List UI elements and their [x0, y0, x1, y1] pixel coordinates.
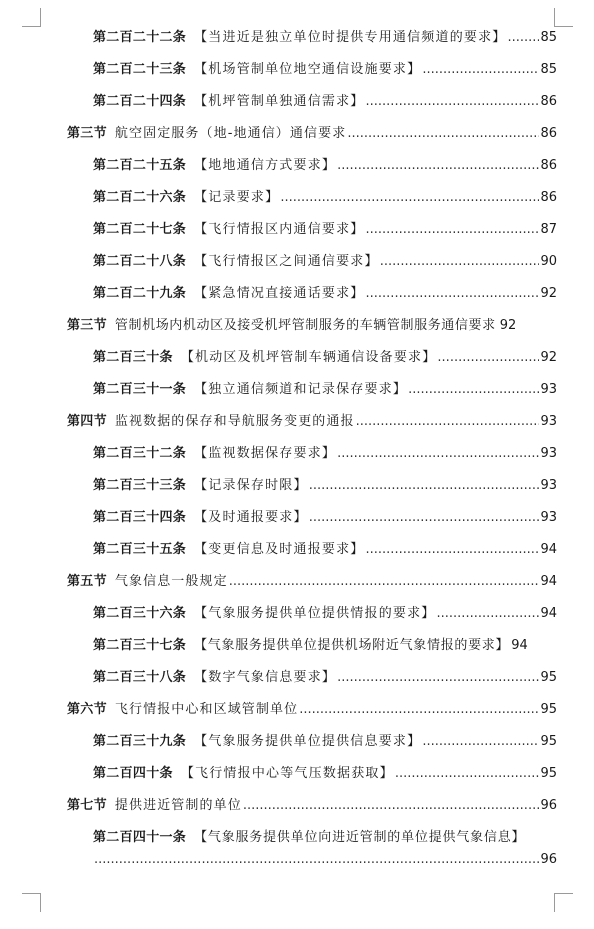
toc-entry-title: 【飞行情报中心等气压数据获取】 — [180, 766, 394, 781]
crop-mark-bottom-left — [22, 893, 41, 912]
dot-leader — [437, 604, 540, 624]
toc-entry-page: 92 — [540, 286, 557, 301]
toc-entry[interactable] — [93, 220, 557, 240]
toc-section-page: 95 — [540, 702, 557, 717]
toc-section-number: 第三节 — [67, 126, 107, 141]
toc-entry-page: 90 — [540, 254, 557, 269]
toc-entry[interactable] — [93, 476, 557, 496]
toc-entry-title: 【气象服务提供单位向进近管制的单位提供气象信息】 — [194, 830, 526, 845]
toc-section-number: 第五节 — [67, 574, 107, 589]
toc-entry[interactable] — [93, 444, 557, 464]
toc-entry-page: 92 — [540, 350, 557, 365]
toc-entry-page: 85 — [540, 30, 557, 45]
toc-entry-page: 86 — [540, 158, 557, 173]
toc-entry-page: 93 — [540, 446, 557, 461]
dot-leader — [337, 156, 539, 176]
dot-leader — [243, 796, 540, 816]
dot-leader — [437, 348, 539, 368]
toc-entry-number: 第二百二十二条 — [93, 30, 187, 45]
toc-section-page: 96 — [540, 798, 557, 813]
toc-section[interactable] — [67, 572, 557, 592]
toc-entry-title: 【气象服务提供单位提供机场附近气象情报的要求】 — [194, 638, 510, 653]
toc-entry-number: 第二百四十一条 — [93, 830, 187, 845]
toc-entry[interactable] — [93, 540, 557, 560]
dot-leader — [356, 412, 540, 432]
toc-entry-title: 【变更信息及时通报要求】 — [194, 542, 365, 557]
dot-leader — [380, 252, 540, 272]
toc-entry[interactable] — [93, 284, 557, 304]
toc-entry-number: 第二百二十四条 — [93, 94, 187, 109]
toc-entry-title: 【记录要求】 — [194, 190, 280, 205]
toc-entry-page: 85 — [540, 62, 557, 77]
toc-entry-page: 94 — [511, 638, 528, 653]
toc-entry-page: 96 — [540, 852, 557, 867]
dot-leader — [366, 284, 540, 304]
dot-leader — [395, 764, 540, 784]
toc-entry-number: 第二百三十一条 — [93, 382, 187, 397]
toc-section[interactable] — [67, 124, 557, 144]
toc-entry[interactable] — [93, 380, 557, 400]
toc-section[interactable] — [67, 796, 557, 816]
toc-entry[interactable] — [93, 92, 557, 112]
toc-entry-title: 【及时通报要求】 — [194, 510, 308, 525]
toc-entry-title: 【机坪管制单独通信需求】 — [194, 94, 365, 109]
toc-entry-page: 94 — [540, 606, 557, 621]
dot-leader — [280, 188, 539, 208]
toc-entry[interactable] — [93, 668, 557, 688]
toc-section-number: 第六节 — [67, 702, 107, 717]
dot-leader — [94, 850, 539, 870]
toc-section-number: 第三节 — [67, 318, 107, 333]
toc-entry-title: 【飞行情报区内通信要求】 — [194, 222, 365, 237]
toc-entry-page: 86 — [540, 190, 557, 205]
dot-leader — [366, 540, 540, 560]
toc-section-title: 管制机场内机动区及接受机坪管制服务的车辆管制服务通信要求 — [114, 318, 496, 333]
toc-section-number: 第四节 — [67, 414, 107, 429]
toc-entry-title: 【气象服务提供单位提供情报的要求】 — [194, 606, 436, 621]
toc-entry-number: 第二百二十六条 — [93, 190, 187, 205]
toc-entry-number: 第二百三十二条 — [93, 446, 187, 461]
crop-mark-bottom-right — [554, 893, 573, 912]
toc-entry-title: 【独立通信频道和记录保存要求】 — [194, 382, 408, 397]
toc-entry-title: 【记录保存时限】 — [194, 478, 308, 493]
toc-entry-number: 第二百三十条 — [93, 350, 173, 365]
toc-entry[interactable] — [93, 156, 557, 176]
toc-entry-number: 第二百三十八条 — [93, 670, 187, 685]
toc-section-page: 86 — [540, 126, 557, 141]
dot-leader — [422, 60, 539, 80]
toc-entry-title: 【飞行情报区之间通信要求】 — [194, 254, 379, 269]
toc-section-title: 监视数据的保存和导航服务变更的通报 — [114, 414, 355, 429]
toc-entry-continuation[interactable] — [93, 850, 557, 870]
toc-entry-page: 87 — [540, 222, 557, 237]
toc-entry[interactable] — [93, 636, 557, 656]
dot-leader — [347, 124, 539, 144]
toc-entry-page: 93 — [540, 382, 557, 397]
toc-entry-page: 93 — [540, 510, 557, 525]
toc-entry[interactable] — [93, 764, 557, 784]
toc-entry-number: 第二百四十条 — [93, 766, 173, 781]
dot-leader — [229, 572, 540, 592]
toc-entry-page: 86 — [540, 94, 557, 109]
toc-entry[interactable] — [93, 188, 557, 208]
toc-entry-number: 第二百三十五条 — [93, 542, 187, 557]
dot-leader — [337, 444, 539, 464]
toc-entry[interactable] — [93, 732, 557, 752]
toc-entry[interactable] — [93, 60, 557, 80]
toc-entry-number: 第二百二十七条 — [93, 222, 187, 237]
toc-entry-page: 95 — [540, 670, 557, 685]
toc-entry[interactable] — [93, 508, 557, 528]
toc-entry-page: 95 — [540, 734, 557, 749]
dot-leader — [309, 476, 540, 496]
toc-entry-title: 【气象服务提供单位提供信息要求】 — [194, 734, 422, 749]
dot-leader — [337, 668, 539, 688]
toc-section-page: 94 — [540, 574, 557, 589]
toc-entry-number: 第二百三十六条 — [93, 606, 187, 621]
toc-entry[interactable] — [93, 604, 557, 624]
toc-entry-title: 【紧急情况直接通话要求】 — [194, 286, 365, 301]
toc-entry[interactable] — [93, 28, 557, 48]
toc-entry-page: 95 — [540, 766, 557, 781]
toc-section-number: 第七节 — [67, 798, 107, 813]
toc-entry-page: 94 — [540, 542, 557, 557]
dot-leader — [299, 700, 539, 720]
dot-leader — [508, 28, 540, 48]
toc-section[interactable] — [67, 412, 557, 432]
dot-leader — [408, 380, 539, 400]
dot-leader — [366, 92, 540, 112]
toc-entry-title: 【地地通信方式要求】 — [194, 158, 337, 173]
toc-entry-title: 【当进近是独立单位时提供专用通信频道的要求】 — [194, 30, 507, 45]
toc-entry-title: 【机场管制单位地空通信设施要求】 — [194, 62, 422, 77]
toc-section[interactable] — [67, 316, 557, 336]
toc-entry[interactable] — [93, 348, 557, 368]
toc-entry-title: 【数字气象信息要求】 — [194, 670, 337, 685]
dot-leader — [309, 508, 540, 528]
crop-mark-top-right — [554, 8, 573, 27]
dot-leader — [366, 220, 540, 240]
crop-mark-top-left — [22, 8, 41, 27]
toc-section-title: 飞行情报中心和区域管制单位 — [114, 702, 299, 717]
toc-section-title: 提供进近管制的单位 — [114, 798, 242, 813]
toc-section-title: 航空固定服务（地-地通信）通信要求 — [114, 126, 347, 141]
toc-entry-number: 第二百三十三条 — [93, 478, 187, 493]
toc-entry-title: 【监视数据保存要求】 — [194, 446, 337, 461]
toc-section-page: 92 — [499, 318, 517, 333]
toc-entry[interactable] — [93, 252, 557, 272]
toc-entry-number: 第二百三十四条 — [93, 510, 187, 525]
toc-section[interactable] — [67, 700, 557, 720]
toc-entry-number: 第二百三十七条 — [93, 638, 187, 653]
toc-section-page: 93 — [540, 414, 557, 429]
toc-entry-number: 第二百二十九条 — [93, 286, 187, 301]
dot-leader — [422, 732, 539, 752]
toc-entry-number: 第二百三十九条 — [93, 734, 187, 749]
toc-entry-page: 93 — [540, 478, 557, 493]
toc-entry[interactable] — [93, 828, 557, 848]
toc-entry-title: 【机动区及机坪管制车辆通信设备要求】 — [180, 350, 437, 365]
toc-entry-number: 第二百二十八条 — [93, 254, 187, 269]
toc-entry-number: 第二百二十五条 — [93, 158, 187, 173]
toc-entry-number: 第二百二十三条 — [93, 62, 187, 77]
toc-section-title: 气象信息一般规定 — [114, 574, 228, 589]
